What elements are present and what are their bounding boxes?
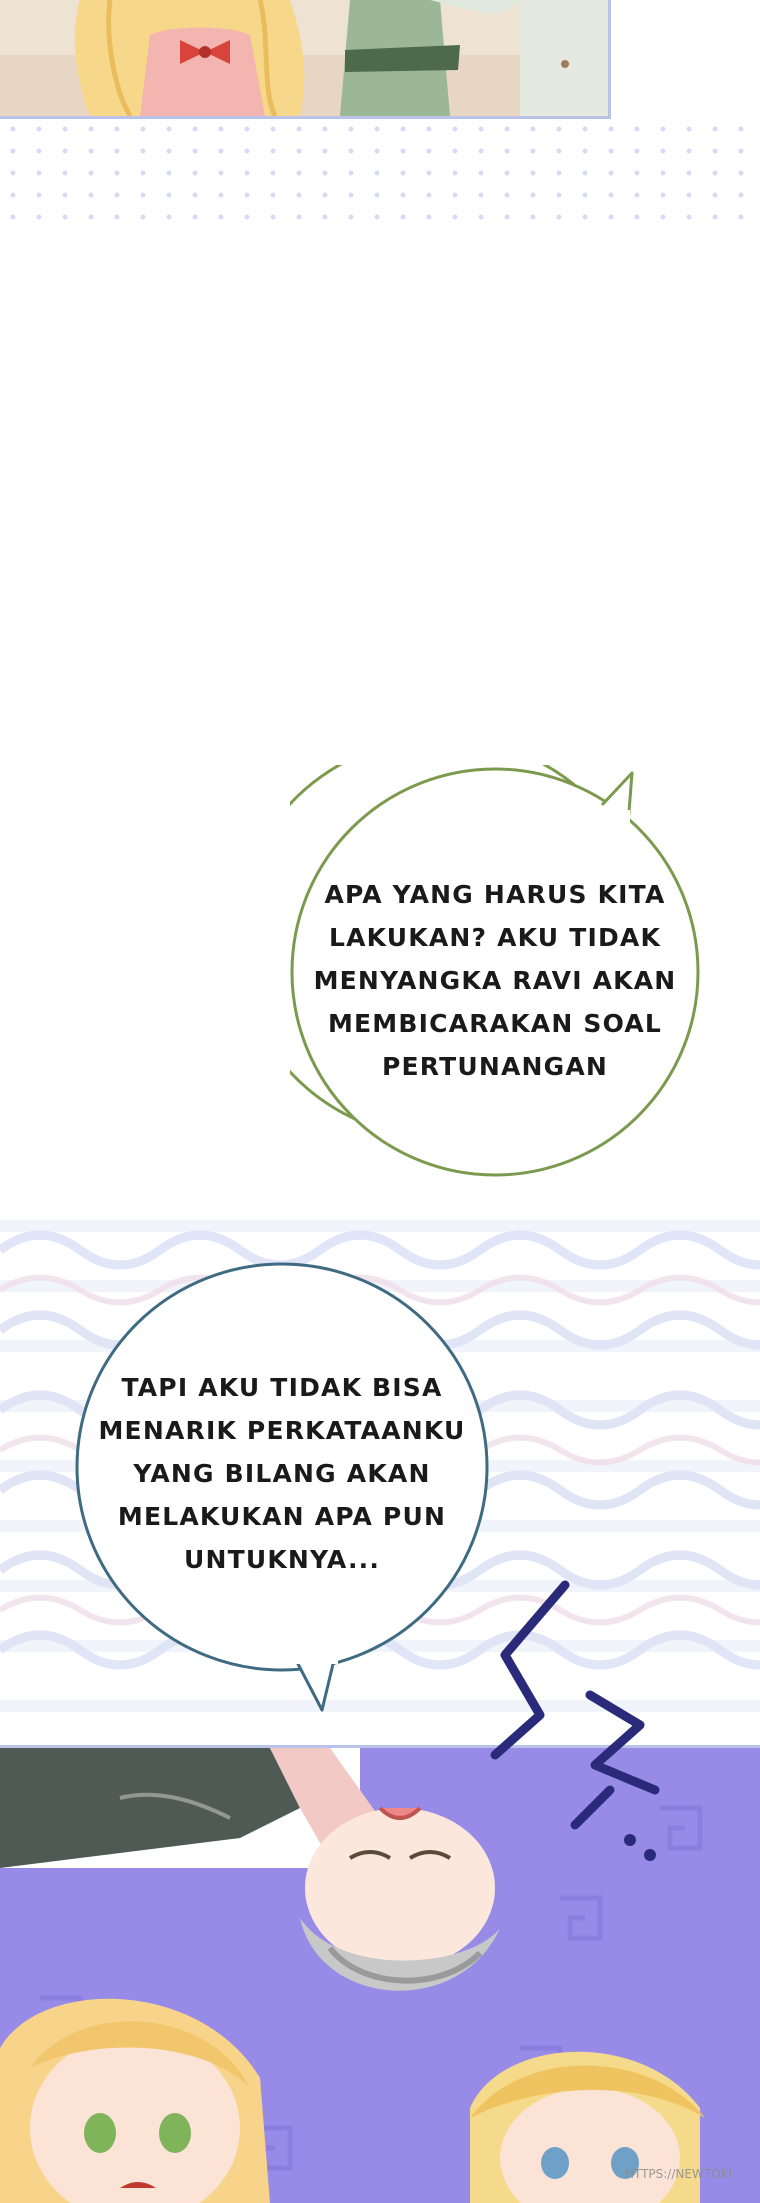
top-panel-art	[0, 0, 608, 116]
speech-bubble-1	[290, 765, 710, 1180]
bubble-1-line: MENYANGKA RAVI AKAN	[313, 966, 677, 995]
bubble-2-line: MENARIK PERKATAANKU	[98, 1416, 466, 1445]
sfx-lettering	[480, 1575, 690, 1875]
bubble-1-line: PERTUNANGAN	[381, 1052, 609, 1081]
bubble-2-line: YANG BILANG AKAN	[133, 1459, 431, 1488]
bubble-1-line: MEMBICARAKAN SOAL	[327, 1009, 663, 1038]
speech-bubble-2-text	[97, 1366, 467, 1581]
watermark-line: HTTPS://NEWTOKI	[624, 2167, 732, 2181]
speech-bubble-2	[72, 1262, 492, 1717]
bubble-2-line: TAPI AKU TIDAK BISA	[121, 1373, 443, 1402]
bubble-2-line: MELAKUKAN APA PUN	[117, 1502, 447, 1531]
bubble-1-line: APA YANG HARUS KITA	[324, 880, 666, 909]
top-comic-panel	[0, 0, 611, 119]
speech-bubble-1-text	[310, 873, 680, 1088]
dotted-background	[0, 118, 760, 228]
bubble-1-line: LAKUKAN? AKU TIDAK	[328, 923, 662, 952]
watermark	[582, 2167, 732, 2182]
bubble-2-line: UNTUKNYA...	[183, 1545, 381, 1574]
